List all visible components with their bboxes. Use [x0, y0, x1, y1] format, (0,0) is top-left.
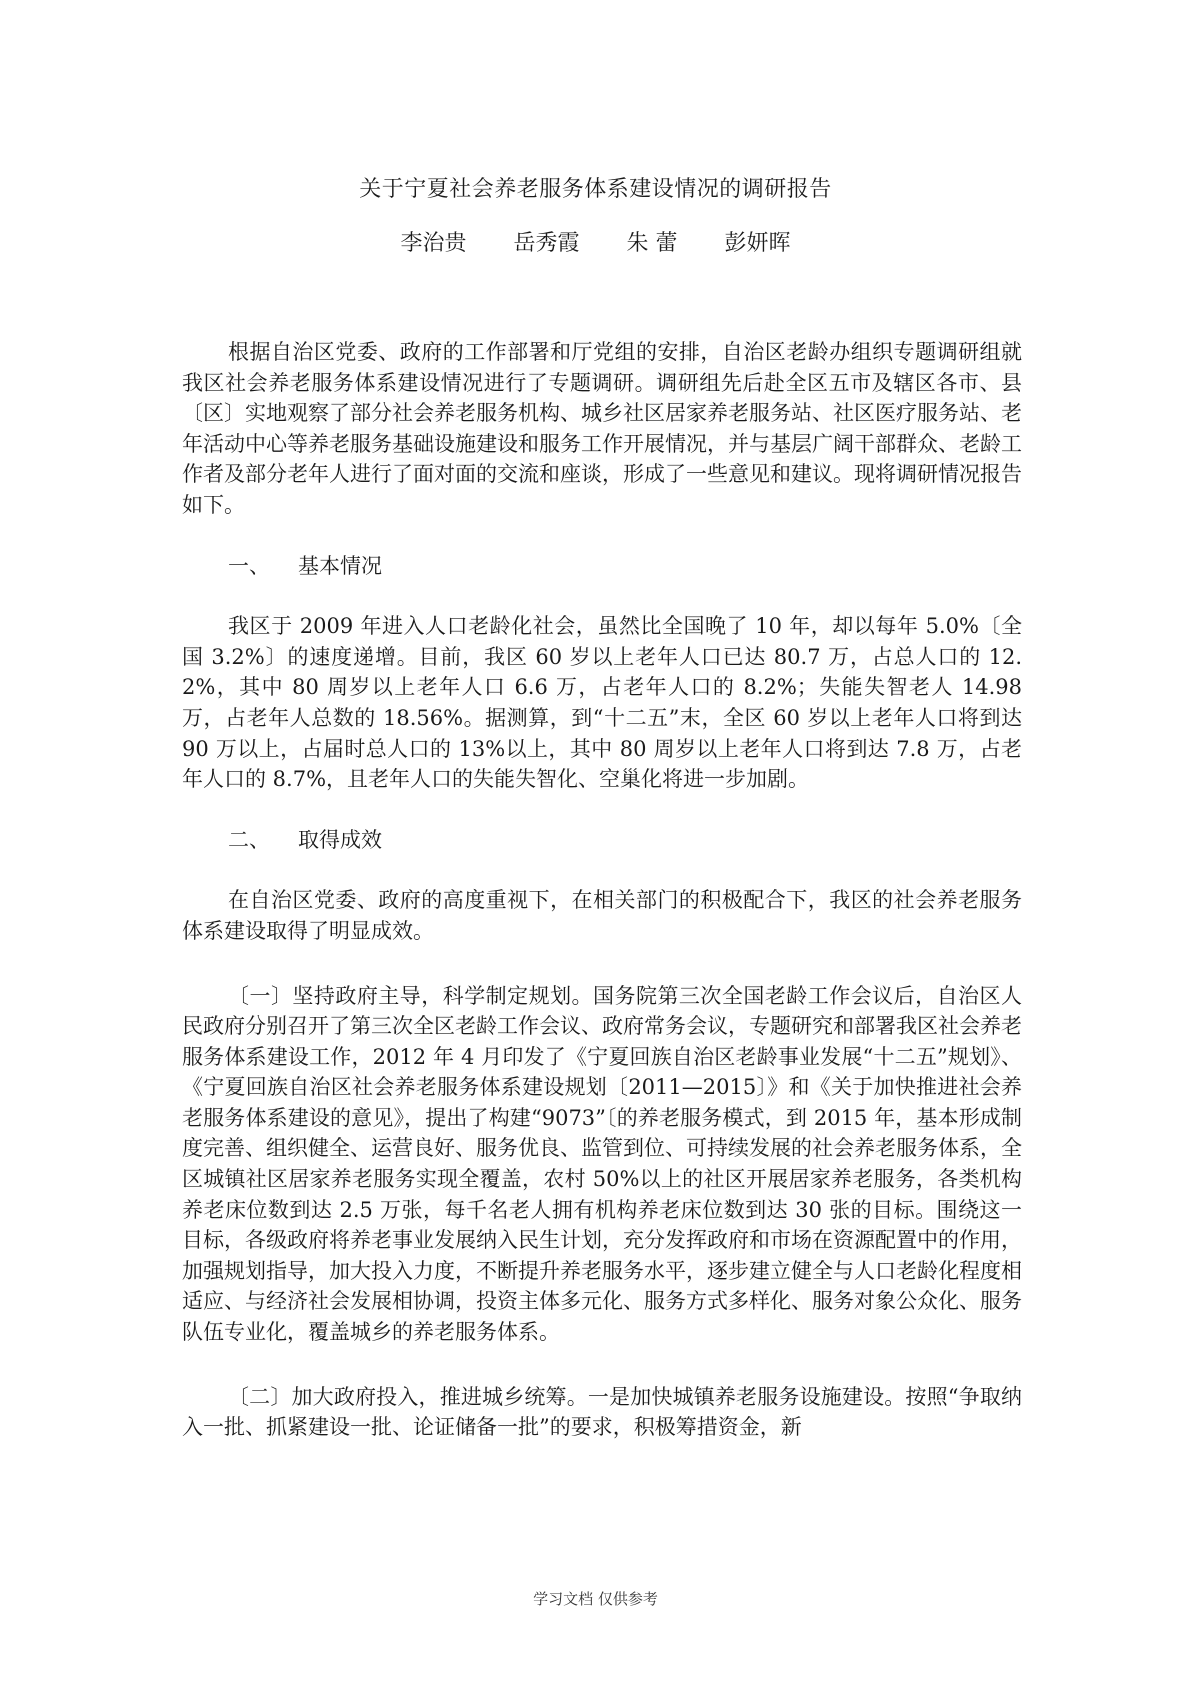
document-title: 关于宁夏社会养老服务体系建设情况的调研报告: [359, 177, 832, 202]
document-body: [182, 337, 1022, 1443]
section-number: 二、: [228, 827, 270, 852]
section-title: 取得成效: [298, 827, 382, 852]
basic-situation-paragraph: 我区于 2009 年进入人口老龄化社会，虽然比全国晚了 10 年，却以每年 5.0%〔全国 3.2%〕的速度递增。目前，我区 60 岁以上老年人口已达 80.7 万，占总人口的 12.2%，其中 80 周岁以上老年人口 6.6 万，占老年人口的 8.2%；失能失智老人 14.98 万，占老年人总数的 18.56%。据测算，到“十二五”末，全区 60 岁以上老年人口将到达 90 万以上，占届时总人口的 13%以上，其中 80 周岁以上老年人口将到达 7.8 万，占老年人口的 8.7%，且老年人口的失能失智化、空巢化将进一步加剧。: [182, 614, 1022, 792]
subsection-2-paragraph: 〔二〕加大政府投入，推进城乡统筹。一是加快城镇养老服务设施建设。按照“争取纳入一批、抓紧建设一批、论证储备一批”的要求，积极筹措资金，新: [182, 1384, 1022, 1440]
author-name: 岳秀霞: [513, 231, 580, 256]
section-number: 一、: [228, 553, 270, 578]
author-name: 朱 蕾: [626, 231, 678, 256]
intro-paragraph: 根据自治区党委、政府的工作部署和厅党组的安排，自治区老龄办组织专题调研组就我区社会养老服务体系建设情况进行了专题调研。调研组先后赴全区五市及辖区各市、县〔区〕实地观察了部分社会养老服务机构、城乡社区居家养老服务站、社区医疗服务站、老年活动中心等养老服务基础设施建设和服务工作开展情况，并与基层广阔干部群众、老龄工作者及部分老年人进行了面对面的交流和座谈，形成了一些意见和建议。现将调研情况报告如下。: [182, 340, 1022, 517]
author-list: [0, 226, 1191, 257]
subsection-1-paragraph: 〔一〕坚持政府主导，科学制定规划。国务院第三次全国老龄工作会议后，自治区人民政府分别召开了第三次全区老龄工作会议、政府常务会议，专题研究和部署我区社会养老服务体系建设工作，2012 年 4 月印发了《宁夏回族自治区老龄事业发展“十二五”规划》、《宁夏回族自治区社会养老服务体系建设规划〔2011—2015〕》和《关于加快推进社会养老服务体系建设的意见》，提出了构建“9073”〔的养老服务模式，到 2015 年，基本形成制度完善、组织健全、运营良好、服务优良、监管到位、可持续发展的社会养老服务体系，全区城镇社区居家养老服务实现全覆盖，农村 50%以上的社区开展居家养老服务，各类机构养老床位数到达 2.5 万张，每千名老人拥有机构养老床位数到达 30 张的目标。围绕这一目标，各级政府将养老事业发展纳入民生计划，充分发挥政府和市场在资源配置中的作用，加强规划指导，加大投入力度，不断提升养老服务水平，逐步建立健全与人口老龄化程度相适应、与经济社会发展相协调，投资主体多元化、服务方式多样化、服务对象公众化、服务队伍专业化，覆盖城乡的养老服务体系。: [182, 983, 1022, 1345]
section-heading-2: [182, 825, 1022, 856]
section-title: 基本情况: [298, 553, 382, 578]
page-footer: 学习文档 仅供参考: [533, 1590, 658, 1608]
section-heading-1: [182, 551, 1022, 582]
author-name: 彭妍晖: [724, 231, 791, 256]
achievements-paragraph: 在自治区党委、政府的高度重视下，在相关部门的积极配合下，我区的社会养老服务体系建设取得了明显成效。: [182, 888, 1022, 943]
author-name: 李治贵: [400, 231, 467, 256]
